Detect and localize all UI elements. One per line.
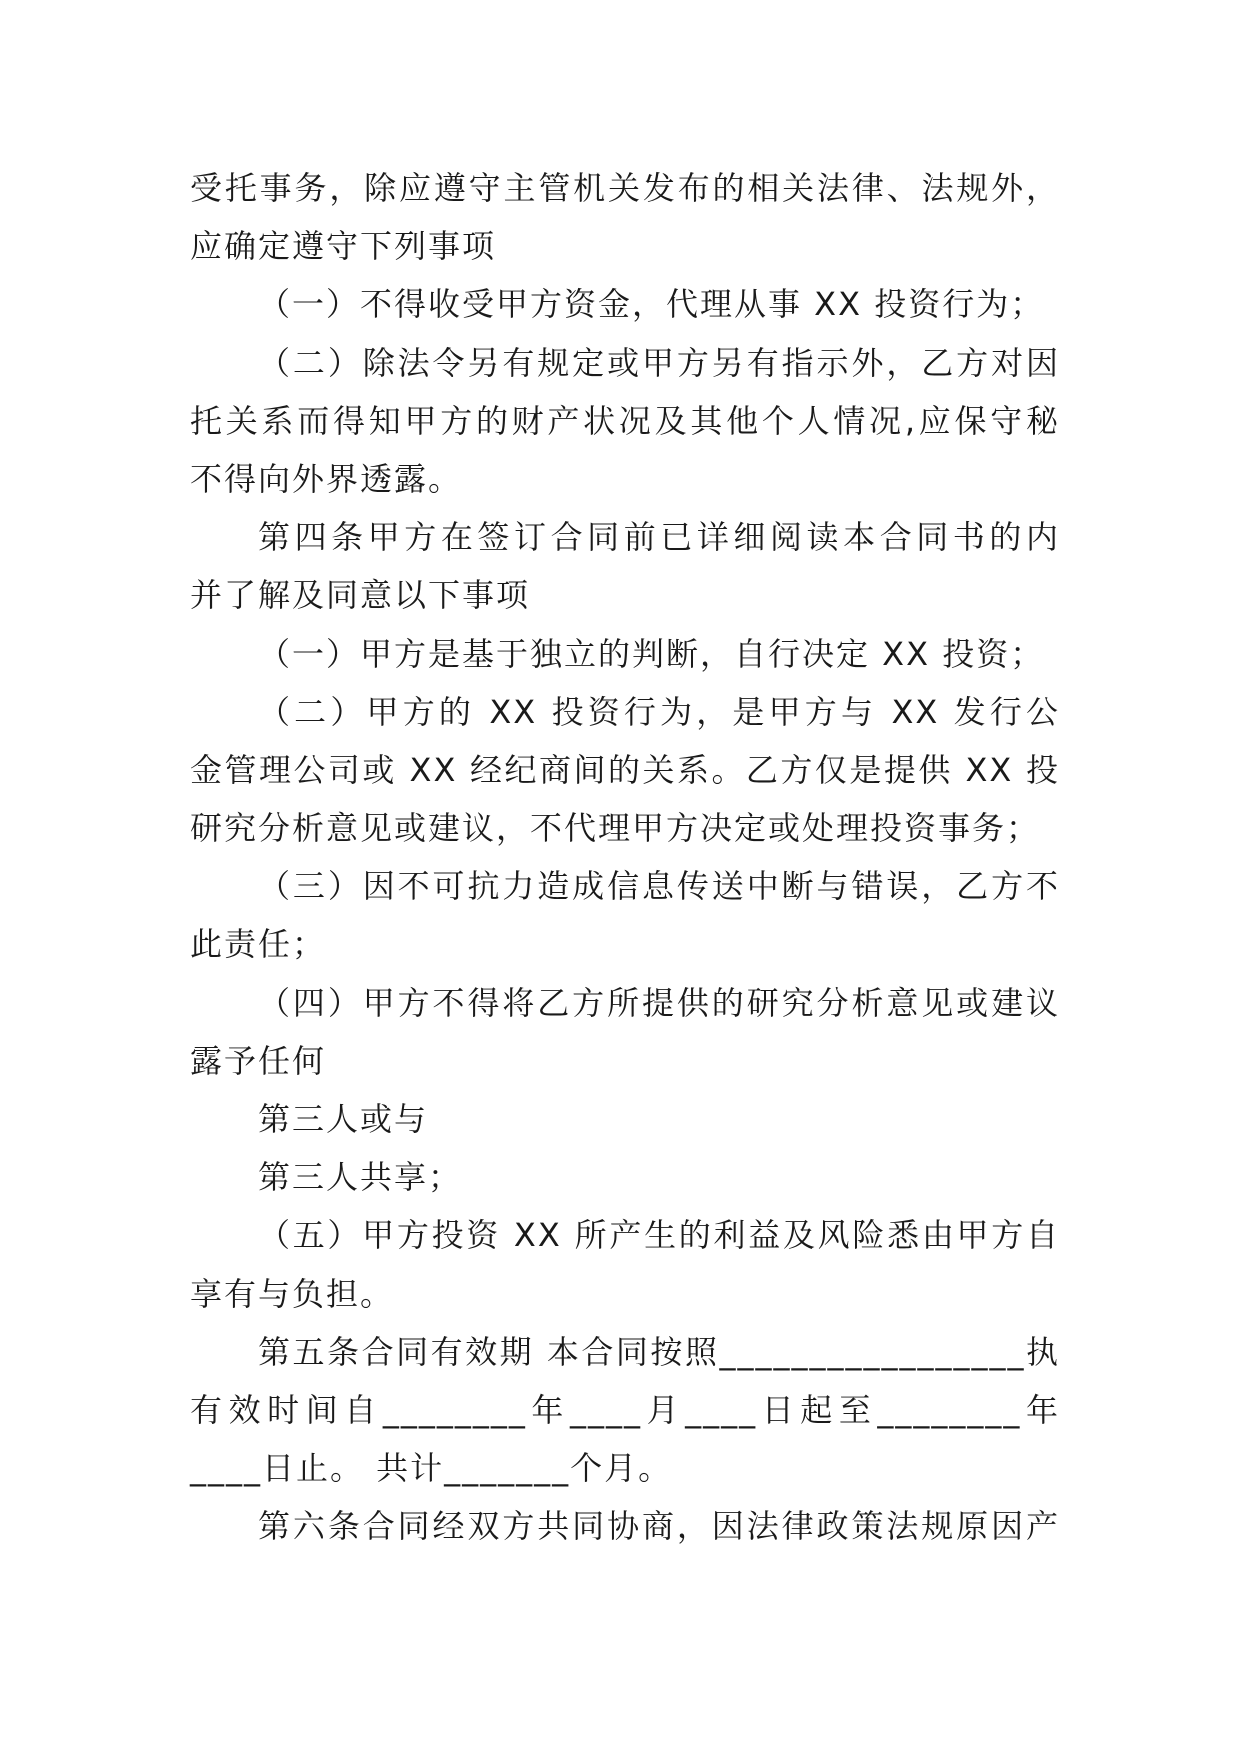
text-line: （一）甲方是基于独立的判断，自行决定 XX 投资； bbox=[258, 634, 1045, 673]
text-line: 第五条合同有效期 本合同按照_________________执 bbox=[258, 1332, 1060, 1371]
text-line: 第四条甲方在签订合同前已详细阅读本合同书的内 bbox=[258, 518, 1060, 557]
text-line: （一）不得收受甲方资金，代理从事 XX 投资行为； bbox=[258, 285, 1045, 324]
text-line: 金管理公司或 XX 经纪商间的关系。乙方仅是提供 XX 投 bbox=[190, 750, 1060, 789]
text-line: 此责任； bbox=[190, 925, 327, 964]
text-line: 露予任何 bbox=[190, 1041, 327, 1080]
contract-body bbox=[190, 159, 1060, 1556]
text-line: 第六条合同经双方共同协商，因法律政策法规原因产 bbox=[258, 1507, 1060, 1546]
text-line: 第三人共享； bbox=[258, 1158, 463, 1197]
text-line: 托关系而得知甲方的财产状况及其他个人情况,应保守秘 bbox=[190, 401, 1060, 440]
text-line: （二）除法令另有规定或甲方另有指示外，乙方对因 bbox=[258, 343, 1060, 382]
text-line: 受托事务，除应遵守主管机关发布的相关法律、法规外， bbox=[190, 169, 1060, 207]
text-line: 应确定遵守下列事项 bbox=[190, 227, 497, 266]
text-line: 并了解及同意以下事项 bbox=[190, 576, 531, 615]
text-line: 享有与负担。 bbox=[190, 1274, 395, 1313]
text-line: 第三人或与 bbox=[258, 1100, 429, 1138]
text-line: （四）甲方不得将乙方所提供的研究分析意见或建议 bbox=[258, 983, 1060, 1022]
text-line: （五）甲方投资 XX 所产生的利益及风险悉由甲方自 bbox=[258, 1216, 1060, 1255]
text-line: 研究分析意见或建议，不代理甲方决定或处理投资事务； bbox=[190, 809, 1041, 848]
text-line: 有效时间自________年____月____日起至________年 bbox=[190, 1390, 1060, 1429]
text-line: 不得向外界透露。 bbox=[190, 459, 463, 498]
text-line: ____日止。 共计_______个月。 bbox=[190, 1449, 673, 1488]
text-line: （三）因不可抗力造成信息传送中断与错误，乙方不 bbox=[258, 867, 1060, 906]
text-line: （二）甲方的 XX 投资行为，是甲方与 XX 发行公 bbox=[258, 692, 1060, 731]
